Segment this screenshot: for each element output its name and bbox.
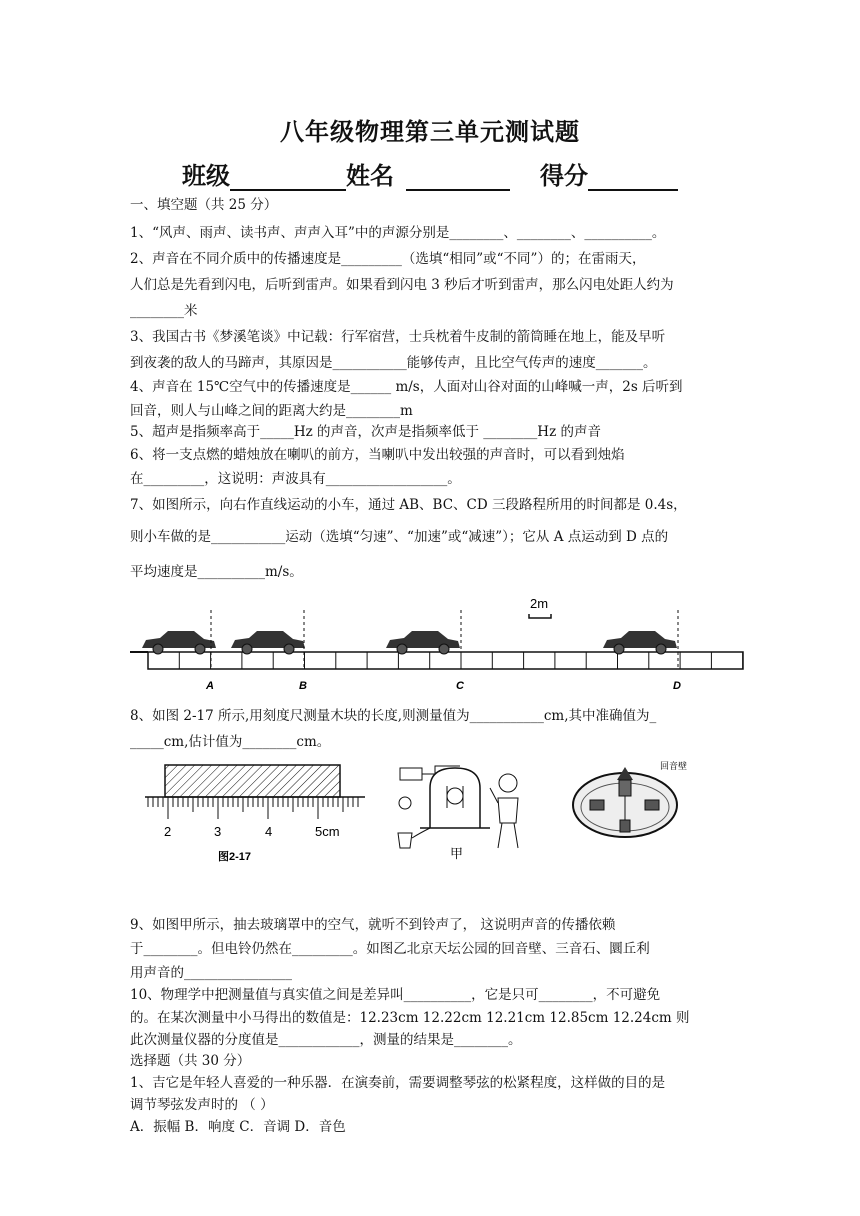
car-motion-figure bbox=[130, 590, 750, 695]
ruler-tick-label: 3 bbox=[214, 824, 222, 839]
ruler-figure bbox=[140, 760, 370, 865]
point-a-label: A bbox=[206, 680, 214, 692]
class-label: 班级 bbox=[182, 162, 230, 190]
bell-jar-figure bbox=[390, 758, 540, 863]
car-icon bbox=[142, 631, 216, 654]
question-2-line3: ________米 bbox=[130, 303, 198, 319]
ruler-caption: 图2-17 bbox=[218, 851, 252, 863]
question-3-line1: 3、我国古书《梦溪笔谈》中记载：行军宿营，士兵枕着牛皮制的箭筒睡在地上，能及早听 bbox=[130, 329, 666, 345]
bell-caption: 甲 bbox=[450, 846, 464, 861]
scale-label: 2m bbox=[530, 596, 549, 611]
choice-1-line2: 调节琴弦发声时的 （ ） bbox=[130, 1097, 274, 1113]
section-choice-heading: 选择题（共 30 分） bbox=[130, 1053, 251, 1069]
name-blank bbox=[406, 165, 510, 191]
question-2-line1: 2、声音在不同介质中的传播速度是_________（选填“相同”或“不同”）的；在雷雨天， bbox=[130, 251, 646, 267]
question-9-line1: 9、如图甲所示，抽去玻璃罩中的空气，就听不到铃声了， 这说明声音的传播依赖 bbox=[130, 917, 616, 933]
question-10-line3: 此次测量仪器的分度值是____________，测量的结果是________。 bbox=[130, 1032, 522, 1048]
wood-block bbox=[165, 765, 340, 797]
question-10-line2: 的。在某次测量中小马得出的数值是：12.23cm 12.22cm 12.21cm 12.85cm 12.24cm 则 bbox=[130, 1010, 690, 1026]
choice-1-line1: 1、吉它是年轻人喜爱的一种乐器．在演奏前，需要调整琴弦的松紧程度，这样做的目的是 bbox=[130, 1075, 666, 1091]
question-8-line1: 8、如图 2-17 所示,用刻度尺测量木块的长度,则测量值为___________cm,其中准确值为_ bbox=[130, 708, 657, 724]
page-title: 八年级物理第三单元测试题 bbox=[280, 118, 580, 146]
score-label: 得分 bbox=[540, 162, 588, 190]
ruler-tick-label: 2 bbox=[164, 824, 172, 839]
question-8-line2: _____cm,估计值为________cm。 bbox=[130, 734, 331, 750]
pump-icon bbox=[398, 833, 412, 848]
person-icon bbox=[499, 774, 517, 792]
question-4-line2: 回音，则人与山峰之间的距离大约是________m bbox=[130, 403, 413, 419]
name-label: 姓名 bbox=[346, 162, 394, 190]
question-1: 1、“风声、雨声、读书声、声声入耳”中的声源分别是________、________、__________。 bbox=[130, 225, 666, 241]
choice-1-options: A．振幅 B．响度 C．音调 D．音色 bbox=[130, 1119, 346, 1135]
question-2-line2: 人们总是先看到闪电，后听到雷声。如果看到闪电 3 秒后才听到雷声，那么闪电处距人约为 bbox=[130, 277, 674, 293]
question-9-line2: 于________。但电铃仍然在_________。如图乙北京天坛公园的回音壁、三音石、圜丘利 bbox=[130, 941, 650, 957]
car-icon bbox=[231, 631, 305, 654]
class-blank bbox=[230, 165, 346, 191]
ruler-tick-label: 5cm bbox=[315, 824, 340, 839]
glass-jar bbox=[430, 768, 480, 828]
question-7-line3: 平均速度是__________m/s。 bbox=[130, 564, 303, 580]
echo-wall-label: 回音壁 bbox=[660, 761, 688, 771]
question-3-line2: 到夜袭的敌人的马蹄声，其原因是___________能够传声，且比空气传声的速度_______。 bbox=[130, 355, 657, 371]
question-7-line2: 则小车做的是___________运动（选填“匀速”、“加速”或“减速”）；它从 A 点运动到 D 点的 bbox=[130, 529, 669, 545]
question-6-line2: 在_________，这说明：声波具有__________________。 bbox=[130, 471, 461, 487]
point-c-label: C bbox=[456, 680, 464, 692]
header-fields bbox=[182, 156, 678, 191]
question-4-line1: 4、声音在 15℃空气中的传播速度是______ m/s，人面对山谷对面的山峰喊一声，2s 后听到 bbox=[130, 379, 683, 395]
question-10-line1: 10、物理学中把测量值与真实值之间是差异叫__________，它是只可________，不可避免 bbox=[130, 987, 661, 1003]
car-icon bbox=[603, 631, 677, 654]
question-9-line3: 用声音的________________ bbox=[130, 965, 292, 981]
echo-wall-figure bbox=[565, 755, 715, 845]
question-5: 5、超声是指频率高于_____Hz 的声音，次声是指频率低于 ________Hz 的声音 bbox=[130, 424, 601, 440]
point-b-label: B bbox=[299, 680, 307, 692]
bell-icon bbox=[447, 788, 463, 804]
car-icon bbox=[386, 631, 460, 654]
section-fill-heading: 一、填空题（共 25 分） bbox=[130, 197, 278, 213]
ruler-tick-label: 4 bbox=[265, 824, 273, 839]
score-blank bbox=[588, 165, 678, 191]
question-7-line1: 7、如图所示，向右作直线运动的小车，通过 AB、BC、CD 三段路程所用的时间都是 0.4s， bbox=[130, 497, 687, 513]
point-d-label: D bbox=[673, 680, 681, 692]
question-6-line1: 6、将一支点燃的蜡烛放在喇叭的前方，当喇叭中发出较强的声音时，可以看到烛焰 bbox=[130, 447, 625, 463]
